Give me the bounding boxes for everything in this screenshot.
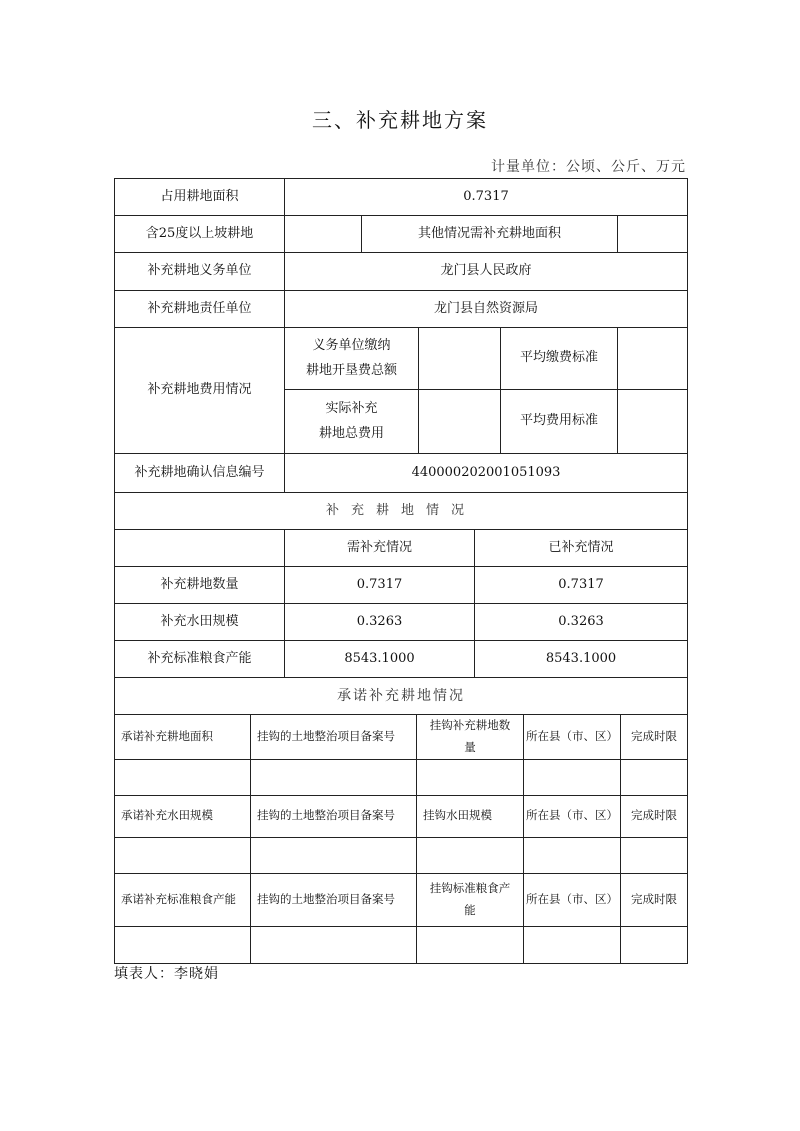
promise-blank-cell <box>417 759 524 795</box>
avg-cost-label: 平均费用标准 <box>501 390 618 454</box>
actual-cost-value <box>419 390 501 454</box>
unit-note: 计量单位：公顷、公斤、万元 <box>491 159 686 175</box>
supplement-needed-value: 0.7317 <box>285 567 475 604</box>
other-area-value <box>618 216 688 253</box>
promise-blank-cell <box>251 759 417 795</box>
basic-info-table <box>114 178 688 493</box>
promise-header-area: 承诺补充标准粮食产能 <box>115 873 251 926</box>
obligation-unit-value: 龙门县人民政府 <box>285 253 688 291</box>
slope-land-value <box>285 216 362 253</box>
promise-blank-cell <box>621 837 688 873</box>
responsible-unit-value: 龙门县自然资源局 <box>285 291 688 328</box>
confirm-no-value: 440000202001051093 <box>285 454 688 493</box>
promise-blank-cell <box>417 926 524 963</box>
land-plan-table <box>114 178 687 960</box>
promise-header-county: 所在县（市、区） <box>524 873 621 926</box>
fee-total-label-line2: 耕地开垦费总额 <box>305 362 397 378</box>
promise-header-area: 承诺补充水田规模 <box>115 795 251 837</box>
supplement-done-value: 0.7317 <box>475 567 688 604</box>
promise-header-linked: 挂钩水田规模 <box>417 795 524 837</box>
actual-cost-label <box>285 390 419 454</box>
cost-label: 补充耕地费用情况 <box>115 328 285 454</box>
avg-fee-value <box>618 328 688 390</box>
promise-header-deadline: 完成时限 <box>621 873 688 926</box>
fee-total-label-line1: 义务单位缴纳 <box>312 337 391 353</box>
promise-header-county: 所在县（市、区） <box>524 795 621 837</box>
promise-blank-cell <box>524 759 621 795</box>
promise-header-project: 挂钩的土地整治项目备案号 <box>251 873 417 926</box>
promise-header-deadline: 完成时限 <box>621 795 688 837</box>
supplement-table <box>114 492 688 678</box>
promise-blank-cell <box>621 759 688 795</box>
supplement-header-blank <box>115 530 285 567</box>
promise-blank-cell <box>115 837 251 873</box>
promise-blank-cell <box>251 837 417 873</box>
filler-name: 填表人：李晓娟 <box>114 966 219 982</box>
promise-header-deadline: 完成时限 <box>621 715 688 760</box>
supplement-needed-value: 8543.1000 <box>285 641 475 678</box>
promise-table <box>114 677 688 964</box>
promise-blank-cell <box>115 759 251 795</box>
supplement-col-done: 已补充情况 <box>475 530 688 567</box>
promise-header-area: 承诺补充耕地面积 <box>115 715 251 760</box>
supplement-row-label: 补充耕地数量 <box>115 567 285 604</box>
fee-total-value <box>419 328 501 390</box>
confirm-no-label: 补充耕地确认信息编号 <box>115 454 285 493</box>
slope-land-label: 含25度以上坡耕地 <box>115 216 285 253</box>
promise-header-project: 挂钩的土地整治项目备案号 <box>251 715 417 760</box>
promise-blank-cell <box>251 926 417 963</box>
fee-total-label <box>285 328 419 390</box>
promise-blank-cell <box>115 926 251 963</box>
avg-fee-label: 平均缴费标准 <box>501 328 618 390</box>
avg-cost-value <box>618 390 688 454</box>
supplement-done-value: 8543.1000 <box>475 641 688 678</box>
supplement-row-label: 补充水田规模 <box>115 604 285 641</box>
actual-cost-label-line2: 耕地总费用 <box>318 425 384 441</box>
supplement-col-needed: 需补充情况 <box>285 530 475 567</box>
occupied-area-label: 占用耕地面积 <box>115 179 285 216</box>
promise-header-linked: 挂钩标准粮食产能 <box>417 873 524 926</box>
promise-blank-cell <box>621 926 688 963</box>
promise-blank-cell <box>524 837 621 873</box>
promise-blank-cell <box>417 837 524 873</box>
other-area-label: 其他情况需补充耕地面积 <box>362 216 618 253</box>
obligation-unit-label: 补充耕地义务单位 <box>115 253 285 291</box>
promise-header-county: 所在县（市、区） <box>524 715 621 760</box>
responsible-unit-label: 补充耕地责任单位 <box>115 291 285 328</box>
promise-header-linked: 挂钩补充耕地数量 <box>417 715 524 760</box>
page-title: 三、补充耕地方案 <box>312 108 488 132</box>
supplement-section-title: 补充耕地情况 <box>115 493 688 530</box>
supplement-row-label: 补充标准粮食产能 <box>115 641 285 678</box>
supplement-needed-value: 0.3263 <box>285 604 475 641</box>
actual-cost-label-line1: 实际补充 <box>325 400 378 416</box>
supplement-done-value: 0.3263 <box>475 604 688 641</box>
promise-header-project: 挂钩的土地整治项目备案号 <box>251 795 417 837</box>
promise-section-title: 承诺补充耕地情况 <box>115 678 688 715</box>
occupied-area-value: 0.7317 <box>285 179 688 216</box>
promise-blank-cell <box>524 926 621 963</box>
